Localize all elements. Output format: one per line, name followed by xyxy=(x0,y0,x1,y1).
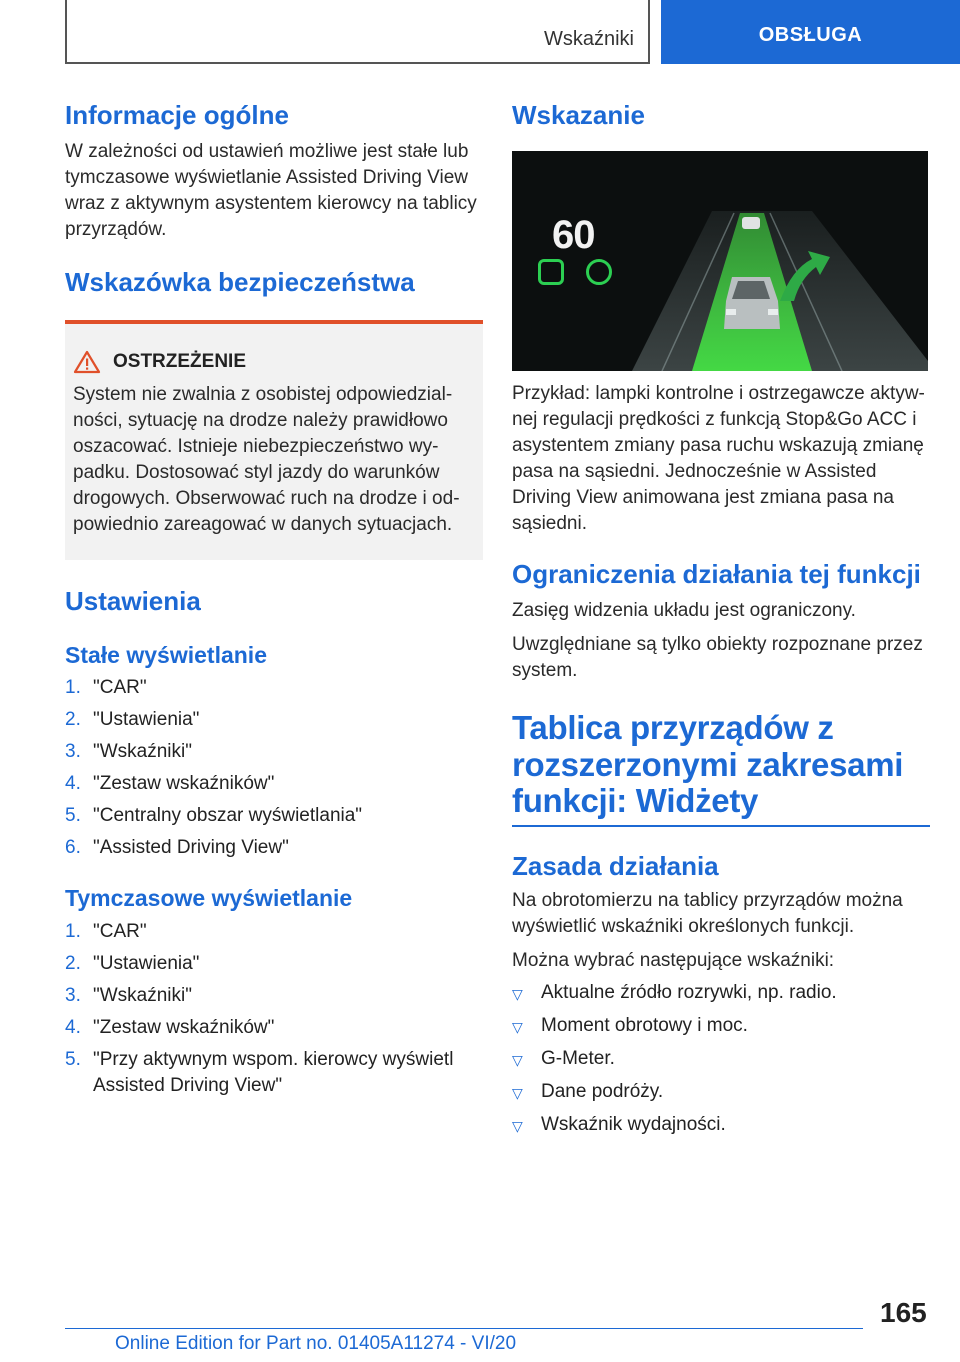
list-item xyxy=(65,835,483,861)
temporary-display-heading: Tymczasowe wyświetlanie xyxy=(65,885,353,912)
heading-divider xyxy=(512,825,930,827)
step-number: 3. xyxy=(65,984,81,1006)
step-text: "Wskaźniki" xyxy=(93,984,192,1006)
limits-heading: Ograniczenia działania tej funkcji xyxy=(512,559,921,590)
list-item xyxy=(65,1015,483,1041)
header-chapter-label: OBSŁUGA xyxy=(758,23,863,46)
header-section-title: Wskaźniki xyxy=(543,28,634,50)
step-number: 6. xyxy=(65,837,81,859)
list-item xyxy=(65,707,483,733)
speed-readout: 60 xyxy=(552,213,595,258)
limits-text-1: Zasięg widzenia układu jest ograniczony. xyxy=(512,600,856,622)
road-scene-illustration xyxy=(512,151,928,371)
bullet-text: Moment obrotowy i moc. xyxy=(541,1015,748,1037)
principle-heading: Zasada działania xyxy=(512,851,719,882)
warning-header xyxy=(73,350,475,374)
figure-caption: Przykład: lampki kontrolne i ostrzegawcze aktywnej regulacji prędkości z funkcją Stop&Go ACC i asystentem zmiany pasa ruchu wskazują zmianę pasa na sąsiedni. Jednocześnie w Assisted Driving View animowana jest zmiana pasa na sąsiedni. xyxy=(512,383,925,535)
assisted-driving-view-image xyxy=(512,151,928,371)
settings-heading: Ustawienia xyxy=(65,586,201,617)
widgets-heading: Tablica przyrządów z rozszerzonymi zakresami funkcji: Widżety xyxy=(512,709,904,819)
warning-box xyxy=(65,320,483,560)
widget-list xyxy=(512,980,930,1139)
list-item xyxy=(65,919,483,945)
permanent-steps xyxy=(65,675,483,861)
warning-triangle-icon xyxy=(73,350,101,374)
list-item xyxy=(65,983,483,1009)
principle-text-2: Można wybrać następujące wskaźniki: xyxy=(512,950,835,972)
step-text: "Ustawienia" xyxy=(93,952,200,974)
step-text: "Wskaźniki" xyxy=(93,741,192,763)
list-item xyxy=(512,1046,930,1073)
warning-label: OSTRZEŻENIE xyxy=(113,351,247,373)
bullet-text: Wskaźnik wydajności. xyxy=(541,1114,726,1136)
list-item xyxy=(65,675,483,701)
list-item xyxy=(512,1013,930,1040)
step-text: "CAR" xyxy=(93,920,147,942)
bullet-text: Dane podróży. xyxy=(541,1081,664,1103)
list-item xyxy=(65,951,483,977)
step-text: "Zestaw wskaźników" xyxy=(93,1016,275,1038)
bullet-text: Aktualne źródło rozrywki, np. radio. xyxy=(541,982,837,1004)
list-item xyxy=(512,1079,930,1106)
step-text: "Zestaw wskaźników" xyxy=(93,773,275,795)
list-item xyxy=(65,771,483,797)
triangle-bullet-icon: ▽ xyxy=(512,1052,523,1069)
step-number: 1. xyxy=(65,920,81,942)
step-text: "Przy aktywnym wspom. kierowcy wyświetl Assisted Driving View" xyxy=(93,1048,454,1096)
triangle-bullet-icon: ▽ xyxy=(512,986,523,1003)
general-heading: Informacje ogólne xyxy=(65,100,289,130)
page-number: 165 xyxy=(880,1297,927,1328)
acc-indicator-icon xyxy=(538,259,564,285)
safety-heading: Wskazówka bezpieczeństwa xyxy=(65,267,415,298)
edition-info: Online Edition for Part no. 01405A11274 - VI/20 xyxy=(115,1333,517,1354)
list-item xyxy=(65,739,483,765)
list-item xyxy=(512,980,930,1007)
bullet-text: G-Meter. xyxy=(541,1048,615,1070)
list-item xyxy=(512,1112,930,1139)
running-header xyxy=(65,0,650,64)
step-number: 5. xyxy=(65,805,81,827)
header-chapter-tab xyxy=(661,0,960,64)
list-item xyxy=(65,803,483,829)
step-text: "Ustawienia" xyxy=(93,709,200,731)
list-item xyxy=(65,1047,483,1099)
footer-divider xyxy=(65,1328,863,1329)
step-number: 2. xyxy=(65,952,81,974)
step-number: 1. xyxy=(65,677,81,699)
warning-text: System nie zwalnia z osobistej odpowiedzialności, sytuację na drodze należy prawidłowo oszacować. Istnieje niebezpieczeństwo wypadku. Dostosować styl jazdy do warunków drogowych. Obserwować ruch na drodze i odpowiednio zareagować w danych sytuacjach. xyxy=(73,384,460,536)
step-text: "Assisted Driving View" xyxy=(93,837,289,859)
step-number: 2. xyxy=(65,709,81,731)
step-text: "Centralny obszar wyświetlania" xyxy=(93,805,363,827)
steering-assist-icon xyxy=(586,259,612,285)
temporary-steps xyxy=(65,919,483,1099)
permanent-display-heading: Stałe wyświetlanie xyxy=(65,641,267,668)
general-text: W zależności od ustawień możliwe jest stałe lub tymczasowe wyświetlanie Assisted Driving View wraz z aktywnym asystentem kierowcy na tablicy przyrządów. xyxy=(65,141,477,241)
limits-text-2: Uwzględniane są tylko obiekty rozpoznane przez system. xyxy=(512,634,923,682)
right-column xyxy=(512,100,930,1139)
display-heading: Wskazanie xyxy=(512,100,645,130)
step-number: 3. xyxy=(65,741,81,763)
triangle-bullet-icon: ▽ xyxy=(512,1085,523,1102)
triangle-bullet-icon: ▽ xyxy=(512,1118,523,1135)
principle-text-1: Na obrotomierzu na tablicy przyrządów można wyświetlić wskaźniki określonych funkcji. xyxy=(512,890,903,938)
step-number: 4. xyxy=(65,773,81,795)
step-text: "CAR" xyxy=(93,677,147,699)
left-column xyxy=(65,100,483,1099)
triangle-bullet-icon: ▽ xyxy=(512,1019,523,1036)
step-number: 5. xyxy=(65,1048,81,1070)
step-number: 4. xyxy=(65,1016,81,1038)
